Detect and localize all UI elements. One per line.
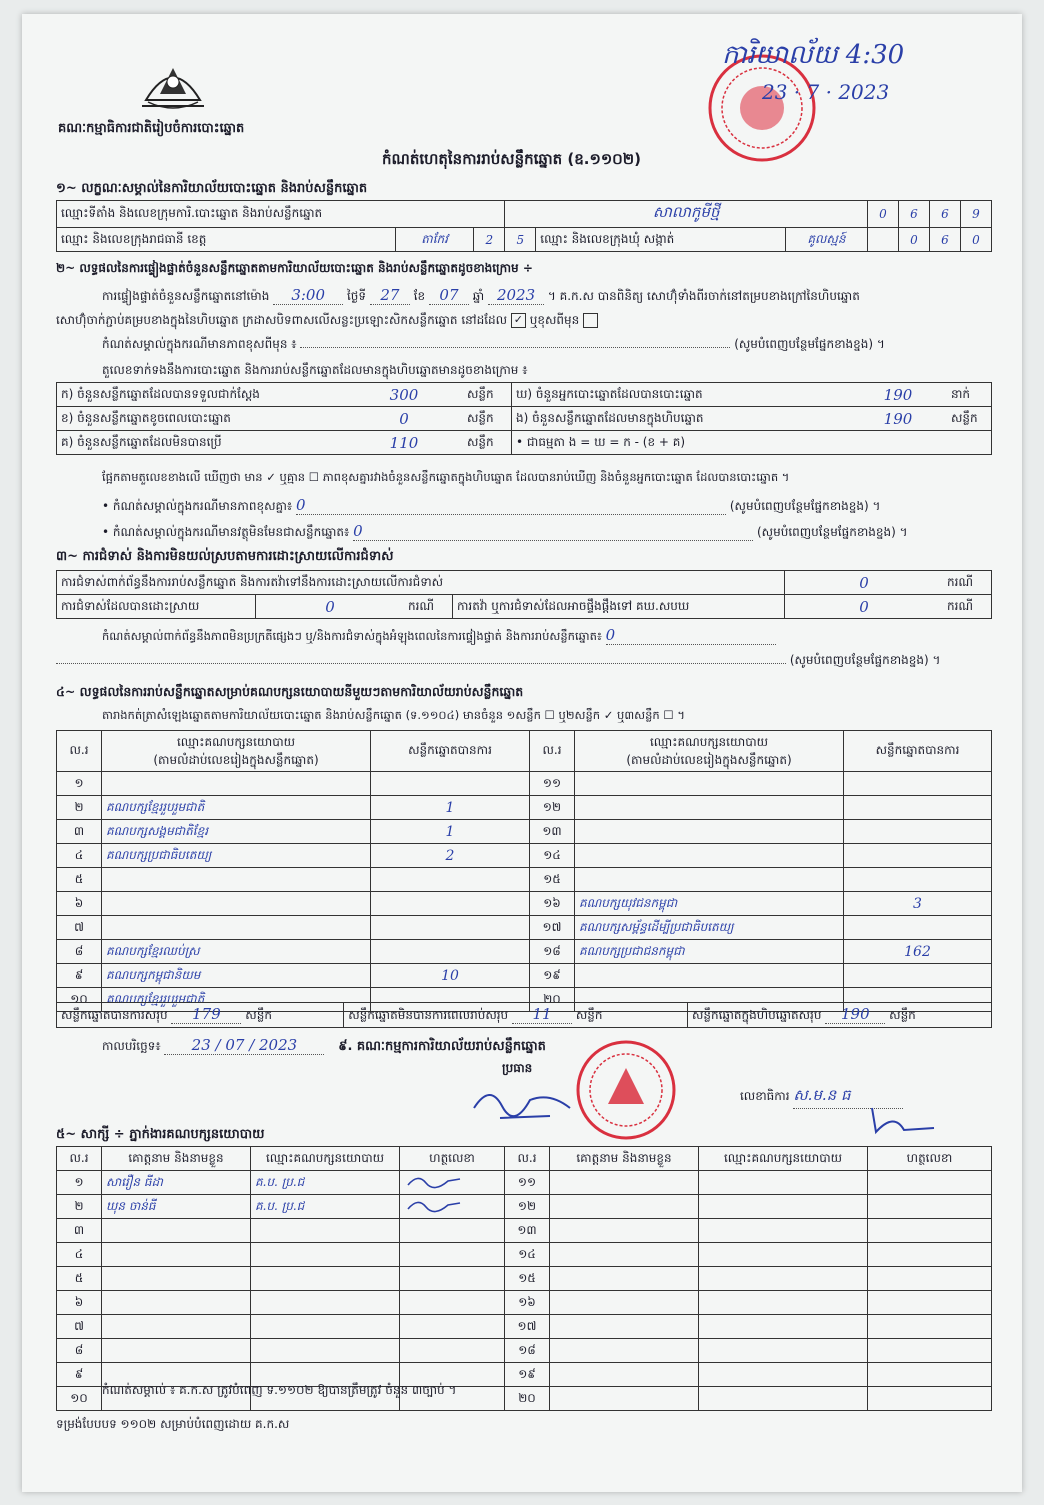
witness-no: ១៣: [505, 1219, 550, 1243]
witness-name: [550, 1243, 699, 1267]
w-col-no: ល.រ: [57, 1147, 102, 1171]
results-table: [56, 730, 992, 1012]
form-id: ទម្រង់បែបបទ ១១០២ សម្រាប់បំពេញដោយ គ.ក.ស: [56, 1417, 290, 1431]
witness-party: [699, 1171, 868, 1195]
figure-a-value: 300: [345, 383, 463, 407]
section4-heading: ៤~ លទ្ធផលនៃការរាប់សន្លឹកឆ្នោតសម្រាប់គណបក្សនយោបាយនីមួយៗតាមការិយាល័យរាប់សន្លឹកឆ្នោត: [56, 684, 524, 699]
col-party-title: ឈ្មោះគណបក្សនយោបាយ: [176, 735, 296, 749]
year-value: 2023: [488, 286, 544, 305]
results-row: [57, 916, 992, 940]
province-label: ឈ្មោះ និងលេខក្រុងរាជធានី ខេត្ត: [57, 228, 396, 252]
results-row: [57, 796, 992, 820]
results-row: [57, 820, 992, 844]
witness-no: ៥: [57, 1267, 102, 1291]
witness-no: ១១: [505, 1171, 550, 1195]
witness-signature: [868, 1363, 992, 1387]
resolved-label: ការជំទាស់ដែលបានដោះស្រាយ: [57, 595, 256, 619]
row-no: ១៥: [530, 868, 575, 892]
witness-signature: [400, 1315, 505, 1339]
note3-line: [102, 522, 998, 542]
commune-digit: 0: [961, 228, 992, 252]
party-name: [102, 892, 371, 916]
seal-line-text: សោហ៊ុំចាក់ភ្ជាប់គម្របខាងក្នុងនៃហិបឆ្នោត ក្រដាសបិទពាសលើសន្លះប្រឡោះសិកសន្លឹកឆ្នោត នៅដដែល: [56, 313, 508, 327]
committee-stamp: [574, 1038, 678, 1142]
results-row: [57, 772, 992, 796]
party-name: [102, 916, 371, 940]
note2-value: 0: [296, 496, 726, 515]
witness-signature: [868, 1171, 992, 1195]
party-name: [575, 796, 844, 820]
w-col-no-right: ល.រ: [505, 1147, 550, 1171]
figure-a-label: ក) ចំនួនសន្លឹកឆ្នោតដែលបានទទួលជាក់ស្តែង: [57, 383, 346, 407]
vote-count: [371, 892, 530, 916]
total-valid-label: សន្លឹកឆ្នោតបានការសរុប: [61, 1008, 168, 1022]
witness-signature: [868, 1267, 992, 1291]
row-no: ២០: [530, 988, 575, 1012]
note2-line: [102, 496, 998, 516]
witness-no: ២០: [505, 1387, 550, 1411]
witness-row: [57, 1171, 992, 1195]
form-title: កំណត់ហេតុនៃការរាប់សន្លឹកឆ្នោត (ឧ.១១០២): [382, 150, 642, 168]
appeal-unit: ករណី: [943, 595, 992, 619]
province-digit: 2: [474, 228, 505, 252]
witness-name: [102, 1267, 251, 1291]
footer-rule: [56, 1410, 992, 1411]
objection-total-unit: ករណី: [943, 571, 992, 595]
col-party-right: [575, 731, 844, 772]
province-value: តាកែវ: [395, 228, 473, 252]
location-digit: 6: [899, 201, 930, 228]
witness-no: ៩: [57, 1363, 102, 1387]
party-name: គណបក្សប្រជាជនកម្ពុជា: [575, 940, 844, 964]
date-value: 23 / 07 / 2023: [164, 1036, 324, 1055]
vote-count: 10: [371, 964, 530, 988]
vote-count: [844, 844, 992, 868]
section3-note-label: កំណត់សម្គាល់ពាក់ព័ន្ធនឹងភាពមិនប្រក្រតីផ្សេងៗ ឬ/និងការជំទាស់ក្នុងអំឡុងពេលនៃការផ្ទៀងផ្ទាត់ និងការរាប់សន្លឹកឆ្នោត៖: [102, 629, 602, 643]
witness-party: [699, 1387, 868, 1411]
row-no: ១៣: [530, 820, 575, 844]
commune-digit: 6: [930, 228, 961, 252]
row-no: ៨: [57, 940, 102, 964]
time-prefix: ការផ្ទៀងផ្ទាត់ចំនួនសន្លឹកឆ្នោតនៅម៉ោង: [102, 289, 270, 303]
day-value: 27: [370, 286, 410, 305]
col-votes: សន្លឹកឆ្នោតបានការ: [371, 731, 530, 772]
row-no: ១៦: [530, 892, 575, 916]
witness-no: ១៧: [505, 1315, 550, 1339]
results-row: [57, 892, 992, 916]
witness-party: [699, 1243, 868, 1267]
witness-name: [102, 1291, 251, 1315]
figure-c-unit: សន្លឹក: [463, 431, 512, 455]
witness-no: ២: [57, 1195, 102, 1219]
col-party-sub: (តាមលំដាប់លេខរៀងក្នុងសន្លឹកឆ្នោត): [153, 753, 319, 767]
section4-subline: តារាងកត់ត្រាសំឡេងឆ្នោតតាមការិយាល័យបោះឆ្នោត និងរាប់សន្លឹកឆ្នោត (ទ.១១០៤) មានចំនួន ១សន្លឹក ☐ ឬ២សន្លឹក ✓ ឬ៣សន្លឹក ☐ ។: [102, 708, 685, 722]
col-party: [102, 731, 371, 772]
witness-signature: [868, 1315, 992, 1339]
vote-count: 3: [844, 892, 992, 916]
witness-no: ១០: [57, 1387, 102, 1411]
row-no: ១៤: [530, 844, 575, 868]
row-no: ៦: [57, 892, 102, 916]
resolved-value: 0: [256, 595, 405, 619]
section1-table: [56, 200, 992, 252]
witness-name: [102, 1339, 251, 1363]
witness-party: គ.ប. ប្រ.ជ: [251, 1195, 400, 1219]
witness-no: ៣: [57, 1219, 102, 1243]
witness-name: [550, 1195, 699, 1219]
section3-note-line2: [56, 652, 998, 670]
vote-count: [844, 964, 992, 988]
party-name: [575, 820, 844, 844]
witness-row: [57, 1243, 992, 1267]
committee-label: ៩. គណៈកម្មការការិយាល័យរាប់សន្លឹកឆ្នោត: [338, 1039, 546, 1054]
witness-name: [102, 1243, 251, 1267]
witness-party: [699, 1267, 868, 1291]
line1-rest: ។ គ.ក.ស បានពិនិត្យ សោហ៊ុំទាំងពីរចាក់នៅតម្របខាងក្រៅនៃហិបឆ្នោត: [547, 289, 860, 303]
party-name: [575, 772, 844, 796]
row-no: ១៩: [530, 964, 575, 988]
witness-party: [699, 1195, 868, 1219]
witness-signature: [868, 1387, 992, 1411]
row-no: ១៧: [530, 916, 575, 940]
witness-signature: [400, 1291, 505, 1315]
results-body: [57, 772, 992, 1012]
row-no: ១០: [57, 988, 102, 1012]
witness-row: [57, 1267, 992, 1291]
party-name: គណបក្សខ្មែរឈប់ស្រ: [102, 940, 371, 964]
footnote: កំណត់សម្គាល់ ៖ គ.ក.ស ត្រូវបំពេញ ទ.១១០២ ឱ្យបានត្រឹមត្រូវ ចំនួន ៣ច្បាប់ ។: [102, 1383, 457, 1397]
witness-no: ៤: [57, 1243, 102, 1267]
figure-d-label: ឃ) ចំនួនអ្នកបោះឆ្នោតដែលបានបោះឆ្នោត: [512, 383, 850, 407]
vote-count: [844, 796, 992, 820]
section5-heading: ៥~ សាក្សី ÷ ភ្នាក់ងារគណបក្សនយោបាយ: [56, 1127, 265, 1142]
vote-count: [844, 868, 992, 892]
month-value: 07: [429, 286, 469, 305]
commune-label: ឈ្មោះ និងលេខក្រុងឃុំ សង្កាត់: [536, 228, 786, 252]
witness-name: [550, 1387, 699, 1411]
witness-name: [550, 1291, 699, 1315]
witness-row: [57, 1315, 992, 1339]
w-col-party: ឈ្មោះគណបក្សនយោបាយ: [251, 1147, 400, 1171]
vote-count: 2: [371, 844, 530, 868]
row-no: ២: [57, 796, 102, 820]
section2-heading: ២~ លទ្ធផលនៃការផ្ទៀងផ្ទាត់ចំនួនសន្លឹកឆ្នោតតាមការិយាល័យបោះឆ្នោត និងរាប់សន្លឹកឆ្នោតដូចខាងក្រោម ÷: [56, 261, 533, 275]
note3-suffix: (សូមបំពេញបន្ថែមផ្នែកខាងខ្នង) ។: [756, 525, 908, 539]
figure-b-value: 0: [345, 407, 463, 431]
org-name: គណៈកម្មាធិការជាតិរៀបចំការបោះឆ្នោត: [58, 121, 245, 136]
unchanged-checkbox[interactable]: ✓: [511, 313, 526, 328]
party-name: គណបក្សកម្ពុជានិយម: [102, 964, 371, 988]
witness-no: ១: [57, 1171, 102, 1195]
witness-no: ៧: [57, 1315, 102, 1339]
resolved-unit: ករណី: [404, 595, 453, 619]
witness-signature: [400, 1195, 505, 1219]
vote-count: [371, 940, 530, 964]
witness-signature: [400, 1339, 505, 1363]
figure-d-unit: នាក់: [947, 383, 992, 407]
note1-label: កំណត់សម្គាល់ក្នុងករណីមានភាពខុសពីមុន ៖: [102, 337, 297, 351]
total-invalid-value: 11: [512, 1005, 572, 1024]
witness-party: គ.ប. ប្រ.ជ: [251, 1171, 400, 1195]
objection-total-label: ការជំទាស់ពាក់ព័ន្ធនឹងការរាប់សន្លឹកឆ្នោត និងការតវ៉ាទៅនឹងការដោះស្រាយលើការជំទាស់: [57, 571, 785, 595]
witness-no: ៦: [57, 1291, 102, 1315]
compare-line: ផ្អែកតាមតួលេខខាងលើ ឃើញថា មាន ✓ ឬគ្មាន ☐ ភាពខុសគ្នារវាងចំនួនសន្លឹកឆ្នោតក្នុងហិបឆ្នោត ដែលបានរាប់ឃើញ និងចំនួនអ្នកបោះឆ្នោត ដែលបានបោះឆ្នោត ។: [102, 470, 790, 484]
section3-note-suffix: (សូមបំពេញបន្ថែមផ្នែកខាងខ្នង) ។: [789, 653, 941, 667]
witness-name: សារឿន ធីដា: [102, 1171, 251, 1195]
row-no: ១៨: [530, 940, 575, 964]
witness-signature: [400, 1171, 505, 1195]
witness-signature: [868, 1339, 992, 1363]
col-votes-right: សន្លឹកឆ្នោតបានការ: [844, 731, 992, 772]
note3-value: 0: [353, 522, 753, 541]
col-party-right-sub: (តាមលំដាប់លេខរៀងក្នុងសន្លឹកឆ្នោត): [626, 753, 792, 767]
figure-a-unit: សន្លឹក: [463, 383, 512, 407]
ballot-count-report-page: [22, 14, 1022, 1492]
row-no: ១: [57, 772, 102, 796]
objections-table: [56, 570, 992, 619]
commune-digit-blank: [868, 228, 899, 252]
section3-note-value: 0: [606, 626, 776, 645]
witness-row: [57, 1195, 992, 1219]
total-box-unit: សន្លឹក: [889, 1008, 916, 1022]
witness-name: [550, 1315, 699, 1339]
witness-party: [699, 1219, 868, 1243]
witness-no: ១៩: [505, 1363, 550, 1387]
month-label: ខែ: [413, 289, 426, 303]
commune-digit: 0: [899, 228, 930, 252]
witness-no: ១៨: [505, 1339, 550, 1363]
changed-checkbox[interactable]: [583, 313, 598, 328]
row-no: ៧: [57, 916, 102, 940]
figure-d-value: 190: [849, 383, 947, 407]
party-name: គណបក្សសង្គមជាតិខ្មែរ: [102, 820, 371, 844]
total-invalid-unit: សន្លឹក: [575, 1008, 603, 1022]
witness-name: [102, 1315, 251, 1339]
note1-suffix: (សូមបំពេញបន្ថែមផ្នែកខាងខ្នង) ។: [734, 337, 885, 351]
witness-signature: [868, 1219, 992, 1243]
witness-party: [251, 1219, 400, 1243]
location-digit: 9: [961, 201, 992, 228]
figure-b-unit: សន្លឹក: [463, 407, 512, 431]
verification-time-line: [102, 286, 1002, 306]
party-name: [575, 844, 844, 868]
witness-table: [56, 1146, 992, 1411]
results-row: [57, 868, 992, 892]
witness-party: [699, 1363, 868, 1387]
vote-count: [844, 916, 992, 940]
vote-count: [371, 772, 530, 796]
results-row: [57, 844, 992, 868]
note2-label: • កំណត់សម្គាល់ក្នុងករណីមានភាពខុសគ្នា៖: [102, 499, 293, 513]
w-col-sign-right: ហត្ថលេខា: [868, 1147, 992, 1171]
witness-signature: [868, 1195, 992, 1219]
party-name: គណបក្សប្រជាធិបតេយ្យ: [102, 844, 371, 868]
witness-name: [550, 1171, 699, 1195]
changed-label: ឬខុសពីមុន: [529, 313, 580, 327]
witness-name: [550, 1363, 699, 1387]
year-label: ឆ្នាំ: [472, 289, 485, 303]
figure-c-label: គ) ចំនួនសន្លឹកឆ្នោតដែលមិនបានប្រើ: [57, 431, 346, 455]
row-no: ៩: [57, 964, 102, 988]
figure-c-value: 110: [345, 431, 463, 455]
secretary-label: លេខាធិការ: [740, 1089, 790, 1103]
witness-no: ១៥: [505, 1267, 550, 1291]
total-invalid-label: សន្លឹកឆ្នោតមិនបានការពេលរាប់សរុប: [348, 1008, 509, 1022]
w-col-name-right: គោត្តនាម និងនាមខ្លួន: [550, 1147, 699, 1171]
location-label: ឈ្មោះទីតាំង និងលេខក្រុមការិ.បោះឆ្នោត និងរាប់សន្លឹកឆ្នោត: [57, 201, 505, 228]
witness-no: ១៤: [505, 1243, 550, 1267]
total-invalid-cell: [344, 1003, 688, 1028]
col-no: ល.រ: [57, 731, 102, 772]
witness-signature: [400, 1219, 505, 1243]
witness-party: [251, 1267, 400, 1291]
nec-emblem-icon: [136, 50, 210, 116]
appeal-value: 0: [785, 595, 944, 619]
date-line: [102, 1036, 546, 1057]
total-box-label: សន្លឹកឆ្នោតក្នុងហិបឆ្នោតសរុប: [691, 1008, 822, 1022]
w-col-party-right: ឈ្មោះគណបក្សនយោបាយ: [699, 1147, 868, 1171]
witness-party: [251, 1315, 400, 1339]
witness-party: [699, 1339, 868, 1363]
note1-blank: [300, 347, 730, 348]
figures-table: [56, 382, 992, 455]
section3-heading: ៣~ ការជំទាស់ និងការមិនយល់ស្របតាមការដោះស្រាយលើការជំទាស់: [56, 549, 394, 564]
col-party-right-title: ឈ្មោះគណបក្សនយោបាយ: [649, 735, 769, 749]
witness-name: [550, 1267, 699, 1291]
witness-party: [699, 1315, 868, 1339]
formula-note: • ជាធម្មតា ង = ឃ = ក - (ខ + គ): [512, 431, 992, 455]
total-box-cell: [687, 1003, 991, 1028]
secretary-name: ស.ម.ន ធ: [793, 1086, 903, 1109]
party-name: គណបក្សខ្មែររួបរួមជាតិ: [102, 988, 371, 1012]
party-name: [102, 868, 371, 892]
witness-party: [251, 1291, 400, 1315]
vote-count: [371, 868, 530, 892]
totals-row: [56, 1002, 992, 1028]
note2-suffix: (សូមបំពេញបន្ថែមផ្នែកខាងខ្នង) ។: [729, 499, 881, 513]
secretary-signature: [864, 1102, 944, 1138]
witness-signature: [400, 1243, 505, 1267]
witness-no: ៨: [57, 1339, 102, 1363]
witness-name: [102, 1219, 251, 1243]
day-label: ថ្ងៃទី: [347, 289, 367, 303]
party-name: គណបក្សសម្ព័ន្ធដើម្បីប្រជាធិបតេយ្យ: [575, 916, 844, 940]
appeal-label: ការតវ៉ា ឬការជំទាស់ដែលអាចផ្ទឹងផ្តឹងទៅ គឃ.សបឃ: [453, 595, 785, 619]
witness-name: ឃុន ចាន់ធី: [102, 1195, 251, 1219]
figure-e-unit: សន្លឹក: [947, 407, 992, 431]
party-name: គណបក្សខ្មែររួបរួមជាតិ: [102, 796, 371, 820]
section1-heading: ១~ លក្ខណៈសម្គាល់នៃការិយាល័យបោះឆ្នោត និងរាប់សន្លឹកឆ្នោត: [56, 181, 368, 196]
witness-name: [550, 1219, 699, 1243]
total-box-value: 190: [825, 1005, 885, 1024]
witness-signature: [868, 1243, 992, 1267]
location-value: សាលាកូមីថ្មី: [505, 201, 868, 228]
w-col-name: គោត្តនាម និងនាមខ្លួន: [102, 1147, 251, 1171]
party-name: គណបក្សយុវជនកម្ពុជា: [575, 892, 844, 916]
party-name: [575, 964, 844, 988]
time-value: 3:00: [273, 286, 343, 305]
witness-row: [57, 1339, 992, 1363]
row-no: ៥: [57, 868, 102, 892]
witness-signature: [400, 1267, 505, 1291]
figure-e-label: ង) ចំនួនសន្លឹកឆ្នោតដែលមានក្នុងហិបឆ្នោត: [512, 407, 850, 431]
w-col-sign: ហត្ថលេខា: [400, 1147, 505, 1171]
results-row: [57, 940, 992, 964]
witness-signature: [868, 1291, 992, 1315]
vote-count: 1: [371, 796, 530, 820]
vote-count: [371, 916, 530, 940]
stamp-handwritten-note: ការិយាល័យ 4:30: [722, 40, 905, 70]
section3-note-blank: [56, 663, 786, 664]
results-row: [57, 964, 992, 988]
date-label: កាលបរិច្ឆេទ៖: [102, 1039, 161, 1053]
row-no: ៣: [57, 820, 102, 844]
stamp-handwritten-date: 23 · 7 · 2023: [762, 80, 890, 104]
vote-count: [844, 772, 992, 796]
location-digit: 6: [930, 201, 961, 228]
witness-body: [57, 1171, 992, 1411]
row-no: ៤: [57, 844, 102, 868]
witness-party: [699, 1291, 868, 1315]
witness-row: [57, 1219, 992, 1243]
figures-intro: តួលេខទាក់ទងនឹងការបោះឆ្នោត និងការរាប់សន្លឹកឆ្នោតដែលមានក្នុងហិបឆ្នោតមានដូចខាងក្រោម ៖: [102, 363, 528, 377]
party-name: [102, 772, 371, 796]
note1-line: [102, 336, 998, 354]
total-valid-value: 179: [171, 1005, 241, 1024]
chair-label: ប្រធាន: [502, 1061, 533, 1075]
vote-count: 162: [844, 940, 992, 964]
chair-signature: [470, 1078, 580, 1128]
location-digit: 0: [868, 201, 899, 228]
witness-name: [550, 1339, 699, 1363]
section3-note-line: [102, 626, 998, 646]
vote-count: [844, 820, 992, 844]
row-no: ១១: [530, 772, 575, 796]
witness-row: [57, 1291, 992, 1315]
province-digit: 5: [505, 228, 536, 252]
seal-check-line: [56, 312, 598, 330]
row-no: ១២: [530, 796, 575, 820]
col-no-right: ល.រ: [530, 731, 575, 772]
figure-e-value: 190: [849, 407, 947, 431]
total-valid-cell: [57, 1003, 344, 1028]
figure-b-label: ខ) ចំនួនសន្លឹកឆ្នោតខូចពេលបោះឆ្នោត: [57, 407, 346, 431]
witness-no: ១៦: [505, 1291, 550, 1315]
total-valid-unit: សន្លឹក: [245, 1008, 272, 1022]
objection-total-value: 0: [785, 571, 944, 595]
note3-label: • កំណត់សម្គាល់ក្នុងករណីមានវត្ថុមិនមែនជាសន្លឹកឆ្នោត៖: [102, 525, 350, 539]
witness-party: [251, 1243, 400, 1267]
witness-no: ១២: [505, 1195, 550, 1219]
commune-value: គូលស្មន៍: [785, 228, 867, 252]
vote-count: 1: [371, 820, 530, 844]
witness-party: [251, 1339, 400, 1363]
party-name: [575, 868, 844, 892]
